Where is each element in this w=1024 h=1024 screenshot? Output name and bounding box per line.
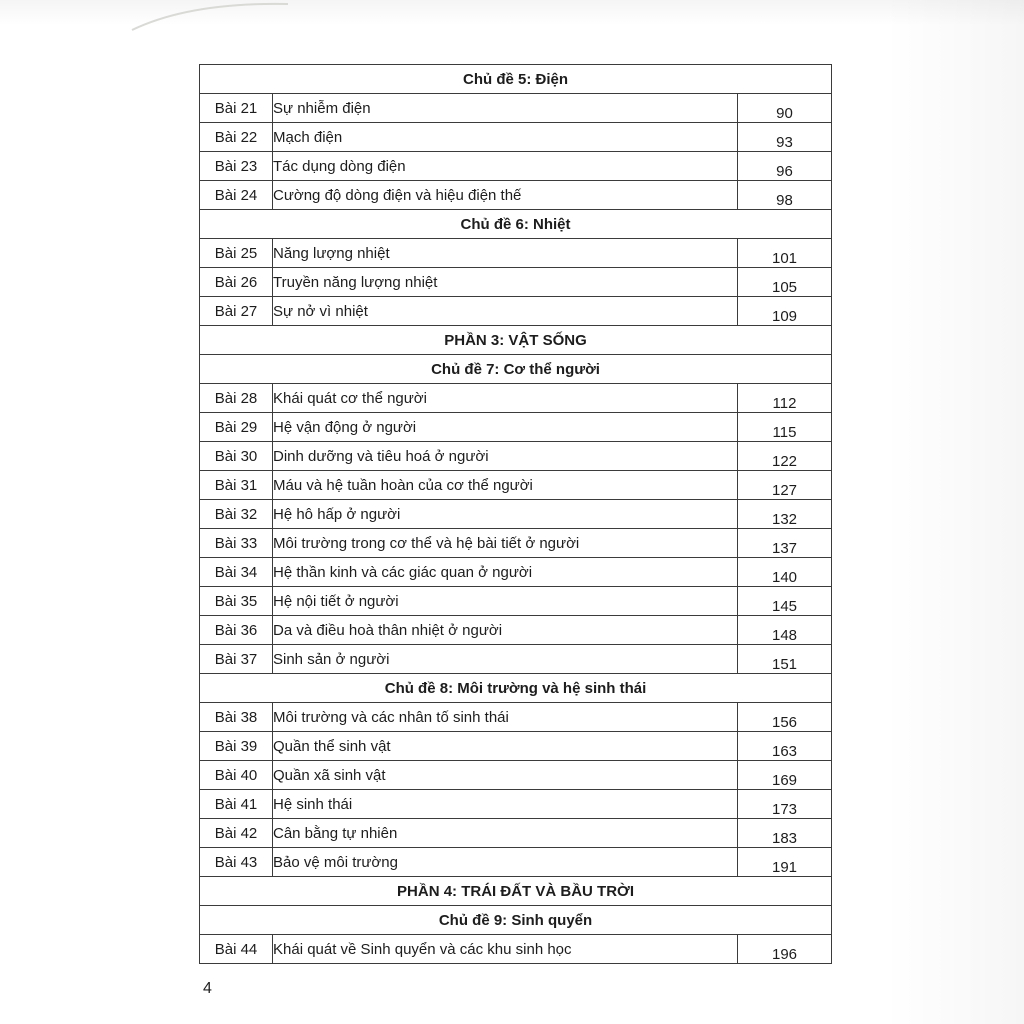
lesson-number: Bài 26: [200, 268, 273, 297]
lesson-page-number: 98: [738, 181, 832, 210]
lesson-page-number: 109: [738, 297, 832, 326]
toc-lesson-row: [200, 819, 832, 848]
lesson-title: Môi trường và các nhân tố sinh thái: [273, 703, 738, 732]
lesson-number: Bài 44: [200, 935, 273, 964]
toc-part-row: [200, 877, 832, 906]
lesson-number: Bài 41: [200, 790, 273, 819]
lesson-title: Mạch điện: [273, 123, 738, 152]
toc-lesson-row: [200, 152, 832, 181]
lesson-page-number: 191: [738, 848, 832, 877]
lesson-page-number: 151: [738, 645, 832, 674]
toc-lesson-row: [200, 413, 832, 442]
toc-lesson-row: [200, 587, 832, 616]
toc-topic-row: [200, 355, 832, 384]
lesson-title: Sinh sản ở người: [273, 645, 738, 674]
lesson-title: Khái quát cơ thể người: [273, 384, 738, 413]
lesson-number: Bài 38: [200, 703, 273, 732]
topic-header: Chủ đề 6: Nhiệt: [200, 210, 832, 239]
toc-lesson-row: [200, 790, 832, 819]
lesson-page-number: 196: [738, 935, 832, 964]
lesson-title: Năng lượng nhiệt: [273, 239, 738, 268]
lesson-page-number: 169: [738, 761, 832, 790]
toc-lesson-row: [200, 529, 832, 558]
topic-header: Chủ đề 5: Điện: [200, 65, 832, 94]
toc-topic-row: [200, 906, 832, 935]
part-header: PHẦN 4: TRÁI ĐẤT VÀ BẦU TRỜI: [200, 877, 832, 906]
lesson-page-number: 173: [738, 790, 832, 819]
lesson-page-number: 112: [738, 384, 832, 413]
lesson-title: Truyền năng lượng nhiệt: [273, 268, 738, 297]
toc-lesson-row: [200, 732, 832, 761]
lesson-page-number: 148: [738, 616, 832, 645]
scan-edge-shading-top: [0, 0, 1024, 26]
footer-page-number: 4: [203, 980, 212, 997]
lesson-number: Bài 29: [200, 413, 273, 442]
toc-lesson-row: [200, 268, 832, 297]
lesson-number: Bài 37: [200, 645, 273, 674]
topic-header: Chủ đề 7: Cơ thể người: [200, 355, 832, 384]
lesson-number: Bài 36: [200, 616, 273, 645]
lesson-number: Bài 40: [200, 761, 273, 790]
lesson-page-number: 127: [738, 471, 832, 500]
lesson-title: Hệ vận động ở người: [273, 413, 738, 442]
toc-lesson-row: [200, 181, 832, 210]
scan-edge-shading-right: [884, 0, 1024, 1024]
toc-topic-row: [200, 210, 832, 239]
lesson-title: Khái quát về Sinh quyển và các khu sinh học: [273, 935, 738, 964]
lesson-page-number: 122: [738, 442, 832, 471]
toc-topic-row: [200, 65, 832, 94]
toc-lesson-row: [200, 384, 832, 413]
toc-lesson-row: [200, 500, 832, 529]
lesson-title: Quần thể sinh vật: [273, 732, 738, 761]
lesson-number: Bài 22: [200, 123, 273, 152]
lesson-number: Bài 27: [200, 297, 273, 326]
lesson-number: Bài 31: [200, 471, 273, 500]
lesson-title: Cường độ dòng điện và hiệu điện thế: [273, 181, 738, 210]
lesson-page-number: 137: [738, 529, 832, 558]
lesson-number: Bài 32: [200, 500, 273, 529]
lesson-number: Bài 30: [200, 442, 273, 471]
toc-lesson-row: [200, 442, 832, 471]
lesson-title: Sự nhiễm điện: [273, 94, 738, 123]
lesson-number: Bài 34: [200, 558, 273, 587]
lesson-number: Bài 39: [200, 732, 273, 761]
toc-lesson-row: [200, 703, 832, 732]
lesson-page-number: 183: [738, 819, 832, 848]
lesson-page-number: 105: [738, 268, 832, 297]
topic-header: Chủ đề 9: Sinh quyển: [200, 906, 832, 935]
lesson-page-number: 115: [738, 413, 832, 442]
lesson-number: Bài 25: [200, 239, 273, 268]
lesson-title: Sự nở vì nhiệt: [273, 297, 738, 326]
lesson-title: Quần xã sinh vật: [273, 761, 738, 790]
lesson-title: Hệ thần kinh và các giác quan ở người: [273, 558, 738, 587]
topic-header: Chủ đề 8: Môi trường và hệ sinh thái: [200, 674, 832, 703]
lesson-title: Bảo vệ môi trường: [273, 848, 738, 877]
lesson-number: Bài 43: [200, 848, 273, 877]
page-corner-curve: [130, 0, 290, 34]
toc-lesson-row: [200, 471, 832, 500]
lesson-title: Tác dụng dòng điện: [273, 152, 738, 181]
toc-lesson-row: [200, 645, 832, 674]
toc-topic-row: [200, 674, 832, 703]
lesson-page-number: 156: [738, 703, 832, 732]
toc-part-row: [200, 326, 832, 355]
lesson-title: Cân bằng tự nhiên: [273, 819, 738, 848]
toc-lesson-row: [200, 848, 832, 877]
lesson-number: Bài 42: [200, 819, 273, 848]
lesson-title: Hệ nội tiết ở người: [273, 587, 738, 616]
lesson-title: Hệ hô hấp ở người: [273, 500, 738, 529]
lesson-page-number: 132: [738, 500, 832, 529]
lesson-number: Bài 33: [200, 529, 273, 558]
toc-lesson-row: [200, 239, 832, 268]
lesson-page-number: 145: [738, 587, 832, 616]
lesson-number: Bài 24: [200, 181, 273, 210]
lesson-number: Bài 28: [200, 384, 273, 413]
lesson-page-number: 101: [738, 239, 832, 268]
lesson-page-number: 93: [738, 123, 832, 152]
part-header: PHẦN 3: VẬT SỐNG: [200, 326, 832, 355]
lesson-title: Máu và hệ tuần hoàn của cơ thể người: [273, 471, 738, 500]
lesson-page-number: 96: [738, 152, 832, 181]
lesson-number: Bài 35: [200, 587, 273, 616]
toc-table: [199, 64, 832, 964]
lesson-title: Dinh dưỡng và tiêu hoá ở người: [273, 442, 738, 471]
toc-table-body: [200, 65, 832, 964]
lesson-title: Da và điều hoà thân nhiệt ở người: [273, 616, 738, 645]
lesson-number: Bài 23: [200, 152, 273, 181]
toc-lesson-row: [200, 297, 832, 326]
toc-lesson-row: [200, 123, 832, 152]
lesson-title: Môi trường trong cơ thể và hệ bài tiết ở người: [273, 529, 738, 558]
lesson-title: Hệ sinh thái: [273, 790, 738, 819]
lesson-page-number: 140: [738, 558, 832, 587]
toc-lesson-row: [200, 935, 832, 964]
toc-lesson-row: [200, 94, 832, 123]
lesson-page-number: 163: [738, 732, 832, 761]
toc-lesson-row: [200, 761, 832, 790]
lesson-number: Bài 21: [200, 94, 273, 123]
toc-lesson-row: [200, 558, 832, 587]
lesson-page-number: 90: [738, 94, 832, 123]
toc-lesson-row: [200, 616, 832, 645]
